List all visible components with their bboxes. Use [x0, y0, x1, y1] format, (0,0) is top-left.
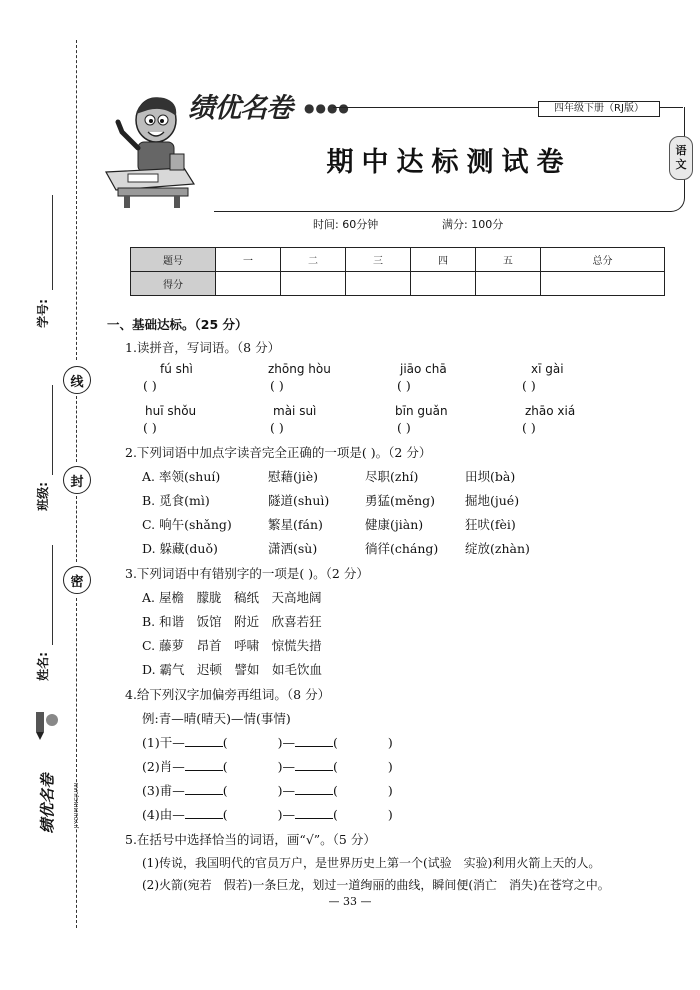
option-word: 勇猛(měng) — [365, 493, 436, 508]
score-input-cell[interactable] — [345, 272, 410, 296]
radical-item: (1)干— ( )— ( ) — [142, 735, 393, 750]
answer-blank[interactable] — [185, 735, 223, 747]
answer-blank[interactable] — [295, 735, 333, 747]
answer-bracket[interactable]: ( ) — [522, 378, 536, 393]
option-word: A. 率领(shuí) — [142, 469, 221, 484]
table-cell: 一 — [216, 248, 281, 272]
score-input-cell[interactable] — [475, 272, 540, 296]
answer-blank[interactable] — [295, 759, 333, 771]
brand-dots: ●●●● — [304, 101, 350, 115]
table-row — [131, 248, 665, 272]
class-line — [52, 385, 53, 475]
option-word: 潇洒(sù) — [268, 541, 318, 556]
option-word: 田坝(bà) — [465, 469, 516, 484]
answer-bracket[interactable]: ( ) — [270, 378, 284, 393]
table-header-cell: 得分 — [131, 272, 216, 296]
name-label: 姓名: — [35, 652, 50, 681]
score-input-cell[interactable] — [540, 272, 664, 296]
table-row — [131, 272, 665, 296]
grade-badge: 四年级下册（RJ版） — [538, 101, 660, 117]
class-label: 班级: — [35, 482, 50, 511]
answer-bracket[interactable]: ( ) — [397, 420, 411, 435]
option-line: A. 屋檐 朦胧 稿纸 天高地阔 — [142, 590, 322, 605]
radical-item-label: (4)由— — [142, 807, 185, 822]
score-input-cell[interactable] — [410, 272, 475, 296]
radical-item-label: (3)甫— — [142, 783, 185, 798]
radical-item-label: (1)干— — [142, 735, 185, 750]
question-stem: 3.下列词语中有错别字的一项是( )。（2 分） — [125, 566, 369, 581]
sentence-line: (2)火箭(宛若 假若)一条巨龙，划过一道绚丽的曲线，瞬间便(消亡 消失)在苍穹之中。 — [142, 878, 610, 892]
score-input-cell[interactable] — [280, 272, 345, 296]
seal-seal-mark: 封 — [63, 466, 91, 494]
option-word: C. 响午(shǎng) — [142, 517, 232, 532]
option-word: 繁星(fán) — [268, 517, 323, 532]
page-number: — 33 — — [328, 895, 372, 908]
table-cell: 三 — [345, 248, 410, 272]
answer-bracket[interactable]: ( ) — [143, 378, 157, 393]
page-title: 期中达标测试卷 — [326, 147, 572, 178]
option-word: 绽放(zhàn) — [465, 541, 530, 556]
table-cell: 四 — [410, 248, 475, 272]
answer-blank[interactable] — [295, 783, 333, 795]
question-stem: 1.读拼音，写词语。（8 分） — [125, 340, 281, 355]
option-word: D. 躲藏(duǒ) — [142, 541, 218, 556]
pinyin-item: bīn guǎn — [395, 404, 448, 418]
answer-bracket[interactable]: ( ) — [397, 378, 411, 393]
cartoon-student-illustration — [104, 92, 196, 210]
option-line: D. 霸气 迟顿 譬如 如毛饮血 — [142, 662, 323, 677]
example-line: 例:青—晴(晴天)—情(事情) — [142, 711, 291, 726]
table-cell: 五 — [475, 248, 540, 272]
vertical-brand-text: 绩优名卷 — [38, 773, 57, 834]
seal-line-mark: 线 — [63, 366, 91, 394]
score-input-cell[interactable] — [216, 272, 281, 296]
section-title: 一、基础达标。（25 分） — [107, 317, 248, 332]
option-word: 健康(jiàn) — [365, 517, 424, 532]
answer-blank[interactable] — [185, 759, 223, 771]
table-cell: 总分 — [540, 248, 664, 272]
radical-item: (2)肖— ( )— ( ) — [142, 759, 393, 774]
option-word: 隧道(shuì) — [268, 493, 330, 508]
name-line — [52, 545, 53, 645]
option-line: C. 藤萝 昂首 呼啸 惊慌失措 — [142, 638, 322, 653]
table-header-cell: 题号 — [131, 248, 216, 272]
radical-item-label: (2)肖— — [142, 759, 185, 774]
radical-item: (4)由— ( )— ( ) — [142, 807, 393, 822]
vertical-brand-logo — [30, 708, 80, 834]
option-word: 慰藉(jiè) — [268, 469, 319, 484]
option-line: B. 和谐 饭馆 附近 欣喜若狂 — [142, 614, 322, 629]
option-word: 狂吠(fèi) — [465, 517, 516, 532]
student-number-label: 学号: — [35, 299, 50, 328]
seal-secret-mark: 密 — [63, 566, 91, 594]
pinyin-item: fú shì — [160, 362, 193, 376]
answer-blank[interactable] — [185, 783, 223, 795]
pinyin-item: xī gài — [531, 362, 564, 376]
binding-dashed-line — [76, 496, 77, 562]
radical-item: (3)甫— ( )— ( ) — [142, 783, 393, 798]
subject-tab — [669, 136, 693, 180]
student-number-line — [52, 195, 53, 290]
vertical-brand-pinyin: JIYOUMINGJUAN — [74, 782, 80, 828]
binding-dashed-line — [76, 40, 77, 360]
option-word: 掘地(jué) — [465, 493, 520, 508]
answer-blank[interactable] — [295, 807, 333, 819]
time-limit: 时间: 60分钟 — [313, 218, 379, 231]
answer-bracket[interactable]: ( ) — [522, 420, 536, 435]
option-word: 尽职(zhí) — [365, 469, 419, 484]
answer-blank[interactable] — [185, 807, 223, 819]
answer-bracket[interactable]: ( ) — [143, 420, 157, 435]
question-stem: 2.下列词语中加点字读音完全正确的一项是( )。（2 分） — [125, 445, 432, 460]
pinyin-item: zhāo xiá — [525, 404, 576, 418]
subject-char-1: 语 — [675, 144, 687, 157]
pinyin-item: mài suì — [273, 404, 317, 418]
question-stem: 4.给下列汉字加偏旁再组词。（8 分） — [125, 687, 331, 702]
sentence-line: (1)传说，我国明代的官员万户，是世界历史上第一个(试验 实验)利用火箭上天的人。 — [142, 856, 601, 870]
option-word: 徜徉(cháng) — [365, 541, 439, 556]
pinyin-item: jiāo chā — [400, 362, 447, 376]
pinyin-item: zhōng hòu — [268, 362, 331, 376]
brand-logo: 绩优名卷 — [188, 93, 292, 124]
option-word: B. 觅食(mì) — [142, 493, 210, 508]
pinyin-item: huī shǒu — [145, 404, 197, 418]
score-table — [130, 247, 665, 296]
table-cell: 二 — [280, 248, 345, 272]
full-score: 满分: 100分 — [442, 218, 504, 231]
question-stem: 5.在括号中选择恰当的词语，画“√”。（5 分） — [125, 832, 376, 847]
answer-bracket[interactable]: ( ) — [270, 420, 284, 435]
binding-dashed-line — [76, 396, 77, 462]
subject-char-2: 文 — [675, 158, 687, 171]
